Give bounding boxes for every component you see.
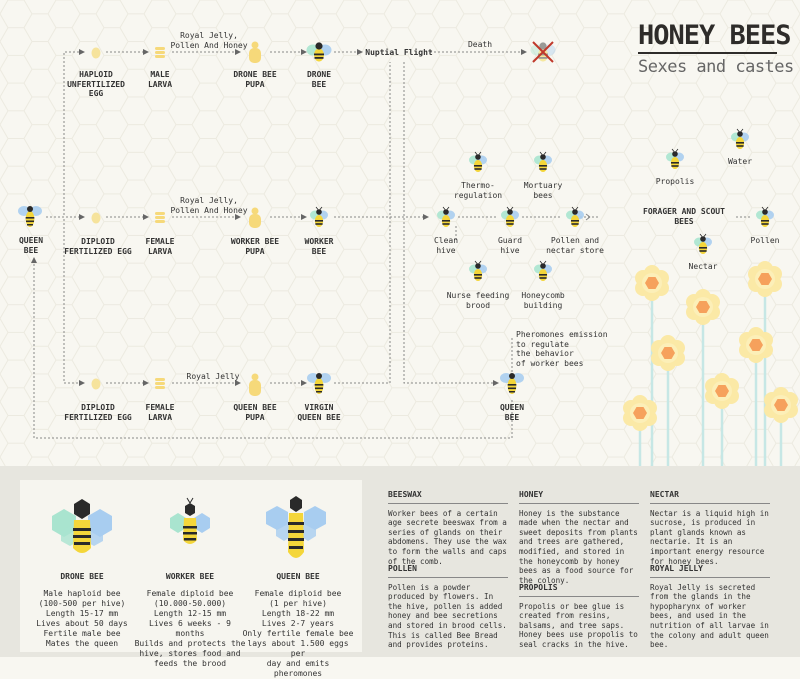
queen-bee-desc: Female diploid bee (1 per hive) Length 18-22 mm Lives 2-7 years Only fertile female bee lays about 1.500 eggs per day and emits pheromones xyxy=(242,589,354,678)
task-honeycomb-label: Honeycomb building xyxy=(521,291,565,310)
glossary-nectar-title: NECTAR xyxy=(650,490,770,504)
pheromones-label: Pheromones emission to regulate the behavior of worker bees xyxy=(516,330,608,368)
queen-bee-info xyxy=(242,572,354,679)
female-larva-label-2: FEMALE LARVA xyxy=(145,403,175,422)
royal-jelly-pollen-honey-label-2: Royal Jelly, Pollen And Honey xyxy=(170,196,248,215)
glossary-pollen-body: Pollen is a powder produced by flowers. In the hive, pollen is added honey and bee secretions and stored in brood cells. This is called Bee Bread and provides proteins. xyxy=(388,582,507,650)
drone-pupa-label: DRONE BEE PUPA xyxy=(233,70,277,89)
drone-bee-info xyxy=(26,572,138,649)
queen-bee-label: QUEEN BEE xyxy=(18,236,44,255)
haploid-egg-icon xyxy=(92,48,101,59)
castes-card xyxy=(20,480,362,678)
glossary-beeswax-body: Worker bees of a certain age secrete beeswax from a series of glands on their abdomens. They use the wax to form the walls and caps of the comb. xyxy=(388,508,507,566)
haploid-egg-label: HAPLOID UNFERTILIZED EGG xyxy=(67,70,125,98)
glossary-propolis xyxy=(519,583,639,650)
glossary-royal-jelly-title: ROYAL JELLY xyxy=(650,564,770,578)
glossary-propolis-body: Propolis or bee glue is created from resins, balsams, and tree saps. Honey bees use propolis to seal cracks in the hive. xyxy=(519,601,638,649)
task-guard-hive-label: Guard hive xyxy=(497,236,523,255)
worker-bee-label: WORKER BEE xyxy=(304,237,334,256)
glossary-honey xyxy=(519,490,639,585)
glossary-beeswax xyxy=(388,490,508,566)
diploid-egg-icon xyxy=(92,213,101,224)
glossary-royal-jelly-body: Royal Jelly is secreted from the glands in the hypopharynx of worker bees, and used in the nutrition of all larvae in the colony and adult queen bee. xyxy=(650,582,769,650)
forager-label: FORAGER AND SCOUT BEES xyxy=(643,207,725,226)
diploid-egg-label-2: DIPLOID FERTILIZED EGG xyxy=(64,403,132,422)
male-larva-label: MALE LARVA xyxy=(147,70,173,89)
virgin-queen-label: VIRGIN QUEEN BEE xyxy=(297,403,341,422)
queen-bee-right-label: QUEEN BEE xyxy=(499,403,525,422)
diploid-egg-label: DIPLOID FERTILIZED EGG xyxy=(64,237,132,256)
queen-pupa-label: QUEEN BEE PUPA xyxy=(233,403,277,422)
worker-bee-large-icon xyxy=(170,498,210,544)
task-clean-hive-label: Clean hive xyxy=(433,236,459,255)
glossary-honey-title: HONEY xyxy=(519,490,639,504)
task-nurse-label: Nurse feeding brood xyxy=(446,291,510,310)
royal-jelly-label: Royal Jelly xyxy=(186,372,240,381)
glossary-royal-jelly xyxy=(650,564,770,650)
water-label: Water xyxy=(727,157,753,166)
royal-jelly-pollen-honey-label: Royal Jelly, Pollen And Honey xyxy=(170,31,248,50)
task-mortuary-label: Mortuary bees xyxy=(523,181,563,200)
death-label: Death xyxy=(467,40,493,49)
worker-bee-info xyxy=(134,572,246,669)
glossary-honey-body: Honey is the substance made when the nectar and sweet deposits from plants and trees are gathered, modified, and stored in the honeycomb by honey bees as a food source for the colony. xyxy=(519,508,638,585)
glossary-propolis-title: PROPOLIS xyxy=(519,583,639,597)
drone-bee-label: DRONE BEE xyxy=(306,70,332,89)
female-larva-label: FEMALE LARVA xyxy=(145,237,175,256)
glossary-beeswax-title: BEESWAX xyxy=(388,490,508,504)
glossary-nectar xyxy=(650,490,770,566)
worker-bee-desc: Female diploid bee (10.000-50.000) Length 12-15 mm Lives 6 weeks - 9 months Builds and protects the hive, stores food and feeds the brood xyxy=(134,589,246,668)
queen-bee-title: QUEEN BEE xyxy=(276,572,320,581)
task-store-label: Pollen and nectar store xyxy=(546,236,604,255)
nectar-label: Nectar xyxy=(688,262,718,271)
female-larva-icon-2 xyxy=(155,378,165,389)
glossary-nectar-body: Nectar is a liquid high in sucrose, is produced in plant glands known as nectarie. It is an important energy resource for honey bees. xyxy=(650,508,769,566)
worker-bee-title: WORKER BEE xyxy=(165,572,215,581)
glossary-pollen xyxy=(388,564,508,650)
caste-illustrations xyxy=(20,480,362,570)
drone-bee-desc: Male haploid bee (100-500 per hive) Length 15-17 mm Lives about 50 days Fertile male bee Mates the queen xyxy=(36,589,128,648)
page-title: HONEY BEES xyxy=(638,20,791,51)
nuptial-flight-label: Nuptial Flight xyxy=(365,48,433,57)
title-rule xyxy=(638,52,777,54)
diploid-egg-icon-2 xyxy=(92,379,101,390)
task-thermo-label: Thermo- regulation xyxy=(453,181,503,200)
worker-pupa-label: WORKER BEE PUPA xyxy=(230,237,280,256)
propolis-label: Propolis xyxy=(655,177,695,186)
info-panel xyxy=(0,466,800,678)
drone-bee-large-icon xyxy=(52,499,112,553)
page-subtitle: Sexes and castes xyxy=(638,57,794,77)
glossary-pollen-title: POLLEN xyxy=(388,564,508,578)
pollen-label: Pollen xyxy=(750,236,780,245)
drone-bee-title: DRONE BEE xyxy=(60,572,104,581)
queen-bee-large-icon xyxy=(266,496,326,558)
